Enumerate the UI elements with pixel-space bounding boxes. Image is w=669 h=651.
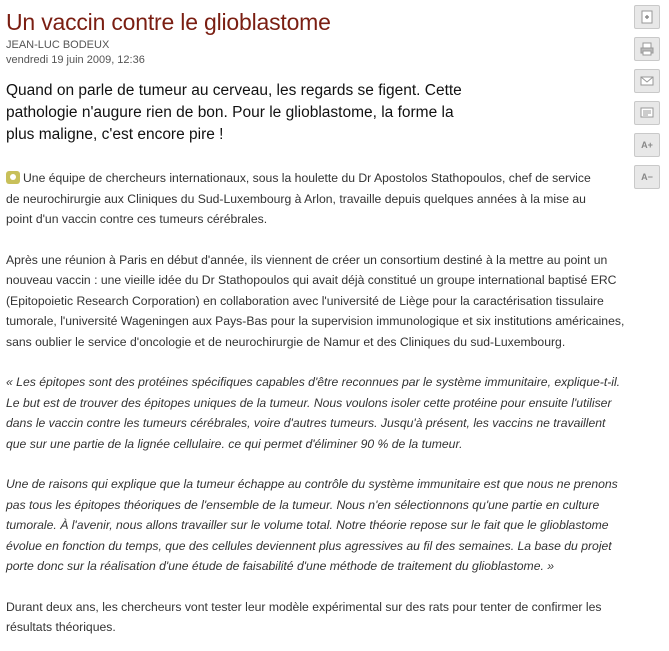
article-title: Un vaccin contre le glioblastome: [6, 9, 331, 35]
paragraph-5: Durant deux ans, les chercheurs vont tester leur modèle expérimental sur des rats pour tenter de confirmer les résultats théoriques.: [6, 599, 602, 634]
font-increase-button[interactable]: A+: [634, 133, 660, 157]
article: [6, 0, 626, 638]
add-note-button[interactable]: [634, 5, 660, 29]
print-icon: [640, 42, 654, 56]
font-decrease-button[interactable]: A−: [634, 165, 660, 189]
comment-button[interactable]: [634, 101, 660, 125]
paragraph-4-quote: Une de raisons qui explique que la tumeur échappe au contrôle du système immunitaire est que nous ne prenons pas tous les épitopes théoriques de l'ensemble de la tumeur. Nous n'en sélectionnons qu'une partie en culture tumorale. À l'avenir, nous allons travailler sur le volume total. Notre théorie repose sur le fait que le glioblastome évolue en fonction du temps, que des cellules deviennent plus agressives au fil des semaines. La base du projet porte donc sur la réalisation d'une étude de faisabilité d'une méthode de traitement du glioblastome. »: [6, 477, 618, 573]
paragraph-1: [6, 168, 596, 230]
paragraph-1-text: Une équipe de chercheurs internationaux, sous la houlette du Dr Apostolos Stathopoulos, chef de service de neurochirurgie aux Cliniques du Sud-Luxembourg à Arlon, travaille depuis quelques années à la mise au point d'un vaccin contre ces tumeurs cérébrales.: [6, 171, 591, 226]
paragraph-3-quote: « Les épitopes sont des protéines spécifiques capables d'être reconnues par le système immunitaire, explique-t-il. Le but est de trouver des épitopes uniques de la tumeur. Nous voulons isoler cette protéine pour ensuite l'utiliser dans le vaccin contre les tumeurs cérébrales, voire d'autres tumeurs. Jusqu'à présent, les vaccins ne travaillent que sur une partie de la lignée cellulaire. ce qui permet d'éliminer 90 % de la tumeur.: [6, 375, 621, 451]
email-icon: [640, 74, 654, 88]
comment-bubble-icon[interactable]: [6, 171, 20, 184]
publish-date: vendredi 19 juin 2009, 12:36: [6, 54, 145, 66]
comment-icon: [640, 106, 654, 120]
email-button[interactable]: [634, 69, 660, 93]
article-toolbar: [634, 5, 660, 197]
print-button[interactable]: [634, 37, 660, 61]
add-note-icon: [640, 10, 654, 24]
article-lead: Quand on parle de tumeur au cerveau, les regards se figent. Cette pathologie n'augure rien de bon. Pour le glioblastome, la forme la plus maligne, c'est encore pire !: [6, 82, 462, 143]
author-byline: JEAN-LUC BODEUX: [6, 39, 110, 51]
paragraph-2: Après une réunion à Paris en début d'année, ils viennent de créer un consortium destiné à la mettre au point un nouveau vaccin : une vieille idée du Dr Stathopoulos qui avait déjà constitué un groupe international baptisé ERC (Epitopoietic Research Corporation) en collaboration avec l'université de Liège pour la caractérisation tissulaire tumorale, l'université Wageningen aux Pays-Bas pour la supervision immunologique et six institutions américaines, sans oublier le service d'oncologie et de neurochirurgie de Namur et des Cliniques du sud-Luxembourg.: [6, 252, 625, 349]
